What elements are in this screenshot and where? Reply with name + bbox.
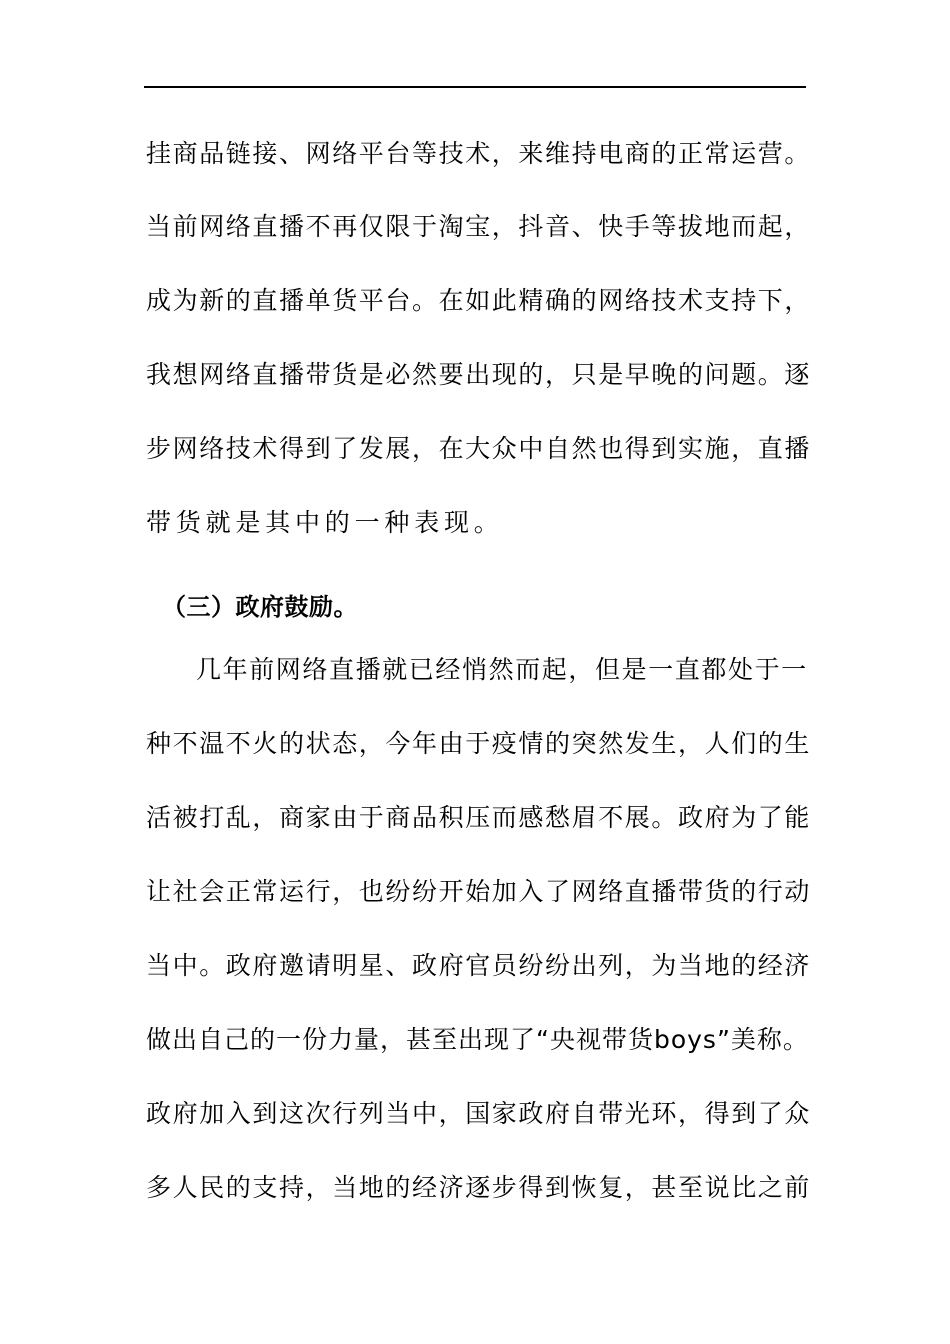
paragraph-line: 当前网络直播不再仅限于淘宝，抖音、快手等拔地而起，: [146, 212, 812, 241]
paragraph-line: 做出自己的一份力量，甚至出现了“央视带货boys”美称。: [146, 1025, 809, 1054]
header-rule: [144, 86, 806, 88]
paragraph-line: 成为新的直播单货平台。在如此精确的网络技术支持下，: [146, 286, 812, 315]
paragraph-line: 当中。政府邀请明星、政府官员纷纷出列，为当地的经济: [146, 951, 812, 980]
paragraph-line: 挂商品链接、网络平台等技术，来维持电商的正常运营。: [146, 139, 812, 168]
paragraph-line: 种不温不火的状态，今年由于疫情的突然发生，人们的生: [146, 729, 812, 758]
paragraph-line: 多人民的支持，当地的经济逐步得到恢复，甚至说比之前: [146, 1173, 812, 1202]
paragraph-line: 带货就是其中的一种表现。: [146, 508, 504, 537]
paragraph-line: 让社会正常运行，也纷纷开始加入了网络直播带货的行动: [146, 877, 812, 906]
section-heading: （三）政府鼓励。: [162, 593, 358, 621]
paragraph-line: 步网络技术得到了发展，在大众中自然也得到实施，直播: [146, 434, 812, 463]
paragraph-line: 政府加入到这次行列当中，国家政府自带光环，得到了众: [146, 1099, 812, 1128]
paragraph-line: 活被打乱，商家由于商品积压而感愁眉不展。政府为了能: [146, 803, 812, 832]
paragraph-line: 几年前网络直播就已经悄然而起，但是一直都处于一: [196, 655, 808, 684]
paragraph-line: 我想网络直播带货是必然要出现的，只是早晚的问题。逐: [146, 360, 812, 389]
